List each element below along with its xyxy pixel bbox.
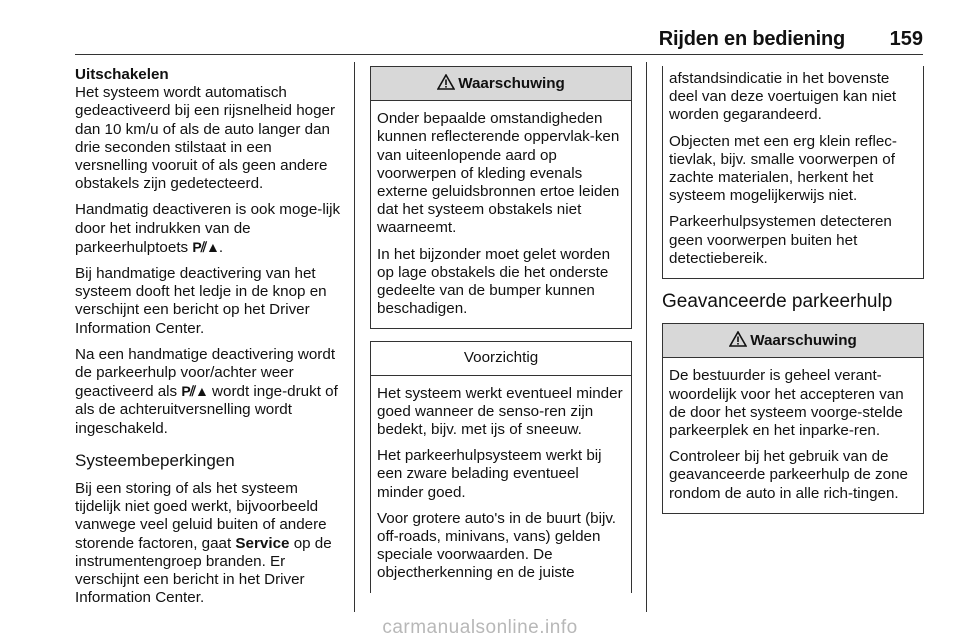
paragraph: Objecten met een erg klein reflec-tievlak, bijv. smalle voorwerpen of zachte materialen, herkent het systeem mogelijkerwijs niet. bbox=[669, 132, 897, 205]
park-assist-icon: P⫽▲ bbox=[181, 383, 208, 400]
caution-header: Voorzichtig bbox=[371, 342, 631, 375]
section-heading: Systeembeperkingen bbox=[75, 450, 235, 470]
paragraph: De bestuurder is geheel verant-woordelijk voor het accepteren van de door het systeem voorge-stelde parkeerplek en het inparke-ren. bbox=[669, 367, 904, 440]
watermark: carmanualsonline.info bbox=[382, 617, 578, 638]
column-middle bbox=[370, 66, 632, 593]
subsection-title: Uitschakelen bbox=[75, 66, 169, 83]
paragraph: Parkeerhulpsystemen detecteren geen voorwerpen buiten het detectiebereik. bbox=[669, 213, 892, 267]
paragraph: Controleer bij het gebruik van de geavanceerde parkeerhulp de zone rondom de auto in alle rich-tingen. bbox=[669, 448, 908, 502]
warning-box bbox=[370, 66, 632, 329]
paragraph: Het parkeerhulpsysteem werkt bij een zware belading eventueel minder goed. bbox=[377, 447, 602, 501]
warning-box bbox=[662, 323, 924, 514]
paragraph: Het systeem wordt automatisch gedeactiveerd bij een rijsnelheid hoger dan 10 km/u of als de auto langer dan drie seconden stilstaat in een versnelling vooruit of als geen andere obstakels zijn gedetecteerd. bbox=[75, 84, 336, 193]
column-divider bbox=[354, 62, 355, 612]
service-keyword: Service bbox=[235, 534, 290, 552]
column-left bbox=[75, 66, 345, 615]
caution-box bbox=[370, 341, 632, 592]
column-right bbox=[662, 66, 924, 526]
paragraph: Na een handmatige deactivering wordt de parkeerhulp voor/achter weer geactiveerd als P⫽▲ wordt inge-drukt of als de achteruitversnelling wordt ingeschakeld. bbox=[75, 345, 338, 437]
chapter-title: Rijden en bediening bbox=[658, 28, 845, 50]
paragraph: afstandsindicatie in het bovenste deel van deze voertuigen kan niet worden gegarandeerd. bbox=[669, 70, 897, 124]
caution-box-continued bbox=[662, 66, 924, 279]
paragraph: Het systeem werkt eventueel minder goed wanneer de senso-ren zijn bedekt, bijv. met ijs of sneeuw. bbox=[377, 384, 623, 439]
section-heading: Geavanceerde parkeerhulp bbox=[662, 291, 893, 313]
warning-title: Waarschuwing bbox=[750, 332, 857, 350]
page-number: 159 bbox=[889, 28, 923, 50]
paragraph: Bij een storing of als het systeem tijdelijk niet goed werkt, bijvoorbeeld vanwege veel geluid buiten of andere storende factoren, gaat Service op de instrumentengroep branden. Er verschijnt een bericht in het Driver Information Center. bbox=[75, 480, 332, 607]
warning-header bbox=[371, 67, 631, 101]
warning-header bbox=[663, 324, 923, 358]
paragraph: Voor grotere auto's in de buurt (bijv. off-roads, minivans, vans) gelden speciale voorwaarden. De objectherkenning en de juiste bbox=[377, 509, 617, 582]
warning-triangle-icon bbox=[729, 331, 747, 347]
park-assist-icon: P⫽▲ bbox=[192, 238, 219, 255]
warning-title: Waarschuwing bbox=[458, 75, 565, 92]
paragraph: In het bijzonder moet gelet worden op lage obstakels die het onderste gedeelte van de bumper kunnen beschadigen. bbox=[377, 245, 611, 318]
column-divider bbox=[646, 62, 647, 612]
paragraph: Handmatig deactiveren is ook moge-lijk door het indrukken van de parkeerhulptoets P⫽▲. bbox=[75, 201, 341, 256]
paragraph: Onder bepaalde omstandigheden kunnen reflecterende oppervlak-ken van uiteenlopende aard op voorwerpen of kleding evenals externe geluidsbronnen ertoe leiden dat het systeem obstakels niet waarneemt. bbox=[377, 110, 620, 237]
warning-triangle-icon bbox=[437, 74, 455, 90]
page-header bbox=[75, 26, 923, 55]
paragraph: Bij handmatige deactivering van het systeem dooft het ledje in de knop en verschijnt een bericht op het Driver Information Center. bbox=[75, 265, 327, 337]
